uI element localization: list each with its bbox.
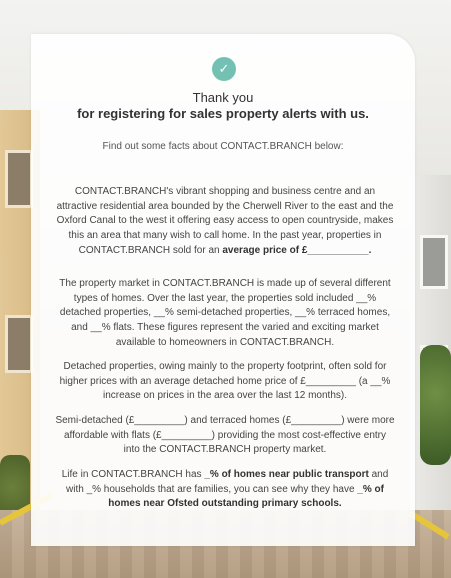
facts-intro: Find out some facts about CONTACT.BRANCH below: — [102, 141, 344, 152]
background-plant-right — [420, 345, 451, 465]
thank-you-heading: Thank you — [192, 90, 254, 105]
fact-paragraph-area — [55, 185, 395, 259]
fact-area-text: CONTACT.BRANCH's vibrant shopping and business centre and an attractive residential area bounded by the Cherwell River to the east and the Oxford Canal to the west it offering easy access to open countryside, makes this an area that many wish to call home. In the past year, properties in CONTACT.BRANCH sold for an — [56, 186, 394, 256]
registration-confirmation-heading: for registering for sales property alerts with us. — [77, 106, 369, 121]
fact-average-price: average price of £___________. — [222, 244, 372, 256]
fact-families-text: and with _% households that are families, you can see why they have — [66, 469, 389, 495]
background-window — [5, 315, 33, 373]
fact-paragraph-semi-terraced: Semi-detached (£_________) and terraced homes (£_________) were more affordable with flats (£_________) providing the most cost-effective entry into the CONTACT.BRANCH property market. — [55, 415, 395, 456]
background-window — [420, 235, 448, 289]
fact-transport: _% of homes near public transport — [204, 469, 369, 480]
background-window — [5, 150, 33, 208]
fact-paragraph-detached: Detached properties, owing mainly to the property footprint, often sold for higher prices with an average detached home price of £_________ (a __% increase on prices in the area over the last 12 months). — [59, 361, 391, 402]
alert-confirmation-card — [31, 34, 415, 546]
fact-life-text: Life in CONTACT.BRANCH has — [61, 469, 205, 480]
fact-paragraph-lifestyle — [55, 468, 395, 512]
fact-paragraph-market-mix: The property market in CONTACT.BRANCH is made up of several different types of homes. Over the last year, the properties sold included __% detached properties, __% semi-detached properties, __% terraced homes, and __% flats. These figures represent the varied and exciting market available to homeowners in CONTACT.BRANCH. — [59, 278, 391, 348]
fact-schools: _% of homes near Ofsted outstanding primary schools. — [108, 483, 384, 510]
check-icon: ✓ — [212, 57, 236, 81]
